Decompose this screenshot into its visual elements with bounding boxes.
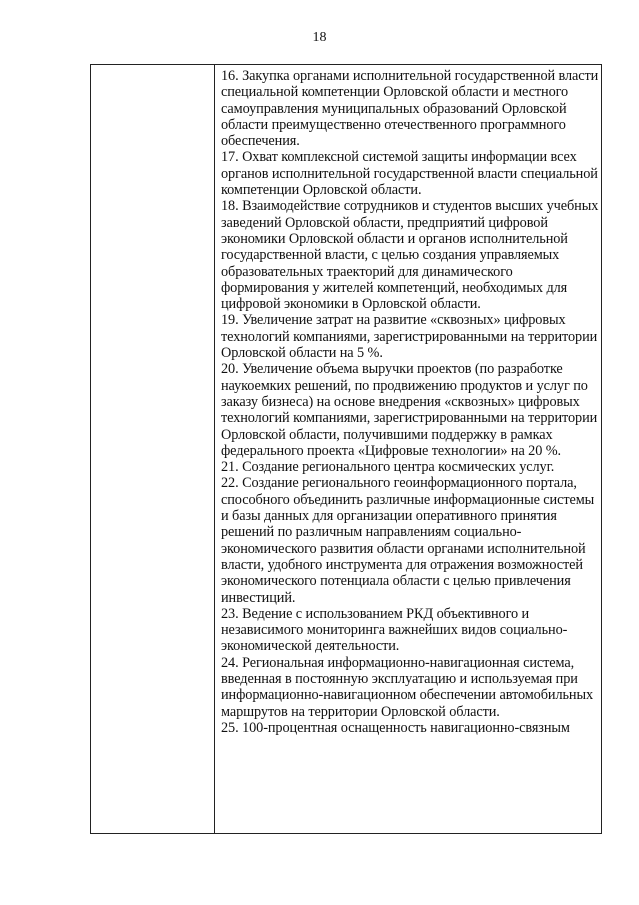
item-number: 16 [221, 68, 236, 84]
item-text: 100-процентная оснащенность навигационно-связным [242, 719, 570, 736]
item-text: Охват комплексной системой защиты информации всех органов исполнительной государственной власти специальной компетенции Орловской области. [221, 149, 598, 199]
list-item: 24. Региональная информационно-навигационная система, введенная в постоянную эксплуатацию и используемая при информационно-навигационном обеспечении автомобильных маршрутов на территории Орловской области. [221, 654, 594, 720]
item-number: 23 [221, 605, 236, 622]
item-text: Создание регионального геоинформационного портала, способного объединить различные информационные системы и базы данных для организации оперативного принятия решений по различным направлениям социально-экономического развития области органами исполнительной власти, удобного инструмента для отражения возможностей экономического потенциала области с целью привлечения инвестиций. [221, 475, 595, 606]
item-number: 20 [221, 361, 236, 378]
list-item: 17. Охват комплексной системой защиты информации всех органов исполнительной государственной власти специальной компетенции Орловской области. [221, 149, 598, 199]
list-item: 20. Увеличение объема выручки проектов (по разработке наукоемких решений, по продвижению продуктов и услуг по заказу бизнеса) на основе внедрения «сквозных» цифровых технологий компаниями, зарегистрированными на территории Орловской области, получившими поддержку в рамках федерального проекта «Цифровые технологии» на 20 %. [221, 361, 598, 459]
item-text: Региональная информационно-навигационная система, введенная в постоянную эксплуатацию и используемая при информационно-навигационном обеспечении автомобильных маршрутов на территории Орловской области. [221, 654, 594, 720]
item-number: 19 [221, 312, 236, 329]
page-number: 18 [312, 30, 327, 45]
item-number: 22 [221, 475, 236, 492]
column-divider [214, 65, 215, 833]
item-number: 21 [221, 459, 236, 476]
table-cell-content [221, 68, 599, 736]
list-item: 25. 100-процентная оснащенность навигационно-связным [221, 719, 570, 736]
item-text: Увеличение затрат на развитие «сквозных» цифровых технологий компаниями, зарегистрированными на территории Орловской области на 5 %. [221, 312, 598, 362]
item-text: Взаимодействие сотрудников и студентов высших учебных заведений Орловской области, предприятий цифровой экономики Орловской области и органов исполнительной государственной власти, с целью создания управляемых образовательных траекторий для динамического формирования у жителей компетенций, необходимых для цифровой экономики в Орловской области. [221, 198, 599, 313]
list-item: 19. Увеличение затрат на развитие «сквозных» цифровых технологий компаниями, зарегистрированными на территории Орловской области на 5 %. [221, 312, 598, 362]
item-text: Создание регионального центра космических услуг. [242, 459, 555, 476]
item-text: Ведение с использованием РКД объективного и независимого мониторинга важнейших видов социально-экономической деятельности. [221, 605, 568, 655]
item-number: 25 [221, 719, 236, 736]
item-number: 18 [221, 198, 236, 215]
list-item: 21. Создание регионального центра космических услуг. [221, 459, 555, 476]
item-number: 17 [221, 149, 236, 166]
list-item: 22. Создание регионального геоинформационного портала, способного объединить различные информационные системы и базы данных для организации оперативного принятия решений по различным направлениям социально-экономического развития области органами исполнительной власти, удобного инструмента для отражения возможностей экономического потенциала области с целью привлечения инвестиций. [221, 475, 595, 606]
item-number: 24 [221, 654, 236, 671]
document-table [90, 64, 602, 834]
list-item: 18. Взаимодействие сотрудников и студентов высших учебных заведений Орловской области, предприятий цифровой экономики Орловской области и органов исполнительной государственной власти, с целью создания управляемых образовательных траекторий для динамического формирования у жителей компетенций, необходимых для цифровой экономики в Орловской области. [221, 198, 599, 313]
list-item: 23. Ведение с использованием РКД объективного и независимого мониторинга важнейших видов социально-экономической деятельности. [221, 605, 568, 655]
item-text: Увеличение объема выручки проектов (по разработке наукоемких решений, по продвижению продуктов и услуг по заказу бизнеса) на основе внедрения «сквозных» цифровых технологий компаниями, зарегистрированными на территории Орловской области, получившими поддержку в рамках федерального проекта «Цифровые технологии» на 20 %. [221, 361, 598, 459]
item-text: Закупка органами исполнительной государственной власти специальной компетенции Орловской области и местного самоуправления муниципальных образований Орловской области преимущественно отечественного программного обеспечения. [221, 68, 599, 150]
list-item: 16. Закупка органами исполнительной государственной власти специальной компетенции Орловской области и местного самоуправления муниципальных образований Орловской области преимущественно отечественного программного обеспечения. [221, 68, 599, 150]
